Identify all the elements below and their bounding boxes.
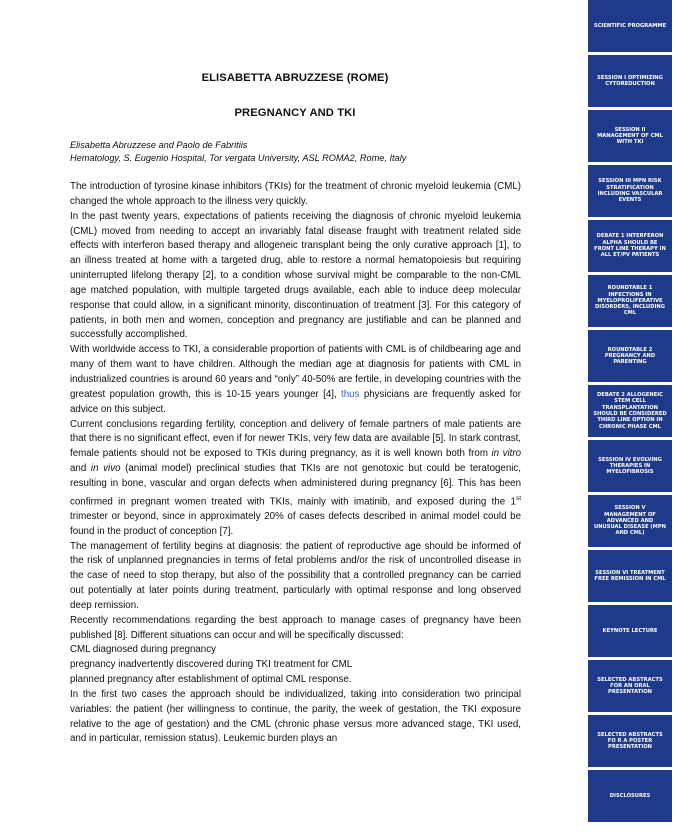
author-heading: ELISABETTA ABRUZZESE (ROME) <box>201 72 389 84</box>
sidebar-item-session-1[interactable]: SESSION I OPTIMIZING CYTOREDUCTION <box>588 55 672 107</box>
sidebar-item-session-2[interactable]: SESSION II MANAGEMENT OF CML WITH TKI <box>588 110 672 162</box>
page-title: PREGNANCY AND TKI <box>234 107 356 119</box>
sidebar-item-debate-1[interactable]: DEBATE 1 INTERFERON ALPHA SHOULD BE FRONT LINE THERAPY IN ALL ET/PV PATIENTS <box>588 220 672 272</box>
list-item: planned pregnancy after establishment of optimal CML response. <box>70 674 352 686</box>
affiliation-line: Hematology, S. Eugenio Hospital, Tor vergata University, ASL ROMA2, Rome, Italy <box>70 153 407 163</box>
sidebar-item-session-3[interactable]: SESSION III MPN RISK STRATIFICATION INCLUDING VASCULAR EVENTS <box>588 165 672 217</box>
sidebar-nav <box>588 0 676 836</box>
text-span: (animal model) preclinical studies that TKIs are not genotoxic but could be teratogenic, resulting in bone, vascular and organ defects when administered during pregnancy [6]. This has been confirmed in pregnant women treated with TKIs, mainly with imatinib, and exposed during the 1 <box>70 463 522 507</box>
sidebar-item-disclosures[interactable]: DISCLOSURES <box>588 770 672 822</box>
sidebar-item-keynote[interactable]: KEYNOTE LECTURE <box>588 605 672 657</box>
paragraph-recommendations: Recently recommendations regarding the best approach to manage cases of pregnancy have been published [8]. Different situations can occur and will be specifically discussed: <box>70 614 521 641</box>
text-span: Current conclusions regarding fertility, conception and delivery of female partners of male patients are that there is no significant effect, even if for newer TKIs, very few data are available [5]. In stark contrast, female patients should not be exposed to TKIs during pregnancy, as it is well known both from <box>70 418 521 460</box>
paragraph-intro: The introduction of tyrosine kinase inhibitors (TKIs) for the treatment of chronic myeloid leukemia (CML) changed the whole approach to the illness very quickly. <box>70 181 521 207</box>
italic-term: in vivo <box>90 463 121 475</box>
sidebar-item-poster-abstracts[interactable]: SELECTED ABSTRACTS FO R A POSTER PRESENTATION <box>588 715 672 767</box>
paragraph-conclusions <box>70 418 521 540</box>
sidebar-item-oral-abstracts[interactable]: SELECTED ABSTRACTS FOR AN ORAL PRESENTATION <box>588 660 672 712</box>
text-span: trimester or beyond, since in approximately 20% of cases defects described in animal model could be found in the product of conception [7]. <box>70 510 521 537</box>
thus-link[interactable]: thus <box>341 388 360 400</box>
list-item: pregnancy inadvertently discovered during TKI treatment for CML <box>70 659 353 671</box>
sidebar-item-session-6[interactable]: SESSION VI TREATMENT FREE REMISSION IN CML <box>588 550 672 602</box>
text-span: and <box>70 463 91 475</box>
text-span: physicians are frequently asked for advice on this subject. <box>70 388 522 415</box>
article-body <box>70 180 521 747</box>
paragraph-fertility: The management of fertility begins at diagnosis: the patient of reproductive age should be informed of the risk of unplanned pregnancies in terms of fetal problems and/or the risk of uncontrolled disease in the case of need to stop therapy, but also of the possibility that a controlled pregnancy can be carried out potentially at later points during treatment, particularly with optimal response and long observed deep remission. <box>70 540 521 611</box>
byline <box>70 139 530 165</box>
paragraph-access <box>70 343 521 417</box>
sidebar-item-session-5[interactable]: SESSION V MANAGEMENT OF ADVANCED AND UNUSUAL DISEASE (MPN AND CML) <box>588 495 672 547</box>
authors-line: Elisabetta Abruzzese and Paolo de Fabritiis <box>70 140 248 150</box>
sidebar-item-debate-2[interactable]: DEBATE 2 ALLOGENEIC STEM CELL TRANSPLANTATION SHOULD BE CONSIDERED THIRD LINE OPTION IN CHRONIC PHASE CML <box>588 385 672 437</box>
sidebar-item-roundtable-1[interactable]: ROUNDTABLE 1 INFECTIONS IN MYELOPROLIFERATIVE DISORDERS, INCLUDING CML <box>588 275 672 327</box>
paragraph-history: In the past twenty years, expectations of patients receiving the diagnosis of chronic myeloid leukemia (CML) moved from needing to accept an invariably fatal disease fraught with treatment related side effects with interferon based therapy and allogeneic transplant being the only curative approach [1], to an illness treated at home with a targeted drug, able to restore a normal hematopoiesis but requiring uninterrupted lifelong therapy [2], to a condition whose survival might be comparable to the non-CML age matched population, with multiple targeted drugs available, each able to induce deep molecular response that could allow, in a significant minority, discontinuation of treatment [3]. For this category of patients, in both men and women, conception and pregnancy are justifiable and can be planned and successfully accomplished. <box>70 210 521 341</box>
superscript: st <box>515 494 521 502</box>
text-span: With worldwide access to TKI, a considerable proportion of patients with CML is of childbearing age and many of them want to have children. Although the median age at diagnosis for patients with CML in industrialized countries is around 60 years and “only” 40-50% are fertile, in developing countries with the greatest population growth, this is 10-15 years younger [4], <box>70 344 521 400</box>
paragraph-approach: In the first two cases the approach should be individualized, taking into consideration two principal variables: the patient (her willingness to continue, the parity, the week of gestation, the TKI exposure relative to the age of gestation) and the CML (chronic phase versus more advanced stage, TKI used, and in particular, remission status). Leukemic burden plays an <box>70 688 521 745</box>
italic-term: in vitro <box>491 448 521 460</box>
sidebar-item-scientific-programme[interactable]: SCIENTIFIC PROGRAMME <box>588 0 672 52</box>
sidebar-item-session-4[interactable]: SESSION IV EVOLVING THERAPIES IN MYELOFIBROSIS <box>588 440 672 492</box>
sidebar-item-roundtable-2[interactable]: ROUNDTABLE 2 PREGNANCY AND PARENTING <box>588 330 672 382</box>
list-item: CML diagnosed during pregnancy <box>70 644 216 656</box>
